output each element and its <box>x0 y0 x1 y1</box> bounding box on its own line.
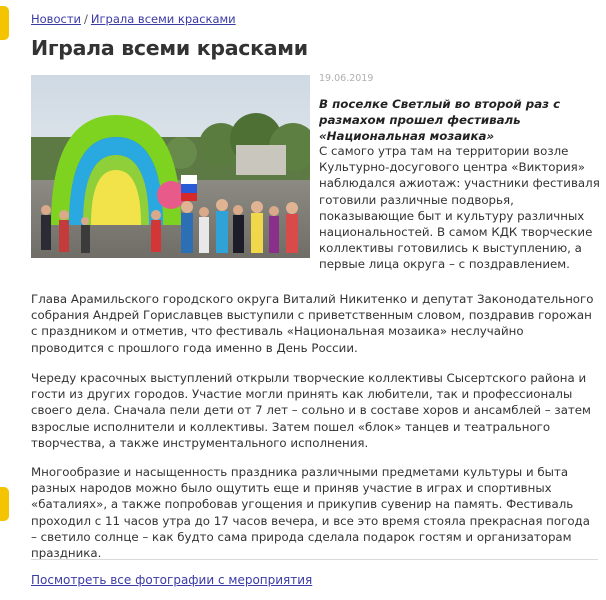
article-lead: В поселке Светлый во второй раз с размахом прошел фестиваль «Национальная мозаика» <box>319 97 561 143</box>
article-paragraph-3: Череду красочных выступлений открыли творческие коллективы Сысертского района и гости из других городов. Участие могли принять как любители, так и профессионалы своего дела. Сначала пели дети от 7 лет – сольно и в составе хоров и ансамблей – затем взрослые исполнители и коллективы. Затем пошел «блок» танцев и театрального творчества, а также инструментального исполнения. <box>31 371 591 450</box>
breadcrumb-news-link[interactable]: Новости <box>31 12 81 26</box>
article-date: 19.06.2019 <box>319 73 374 84</box>
festival-photo-image <box>31 75 310 258</box>
divider <box>31 559 598 560</box>
all-photos-link[interactable]: Посмотреть все фотографии с мероприятия <box>31 573 313 587</box>
breadcrumb <box>31 12 236 26</box>
breadcrumb-current-link[interactable]: Играла всеми красками <box>90 12 236 26</box>
page-title: Играла всеми красками <box>31 36 308 60</box>
article-photo[interactable] <box>31 75 310 258</box>
article-paragraph-4: Многообразие и насыщенность праздника различными предметами культуры и быта разных народов можно было ощутить еще и приняв участие в играх и спортивных «баталиях», а также попробовав угощения и прикупив сувенир на память. Фестиваль проходил с 11 часов утра до 17 часов вечера, и все это время стояла прекрасная погода – светило солнце – как будто сама природа сделала подарок гостям и организаторам праздника. <box>31 465 590 561</box>
article-paragraph-2: Глава Арамильского городского округа Виталий Никитенко и депутат Законодательного собрания Андрей Гориславцев выступили с приветственным словом, поздравив горожан с праздником и отметив, что фестиваль «Национальная мозаика» неслучайно проводится с прошлого года именно в День России. <box>31 292 594 355</box>
article-paragraph-1: С самого утра там на территории возле Культурно-досугового центра «Виктория» наблюдался ажиотаж: участники фестиваля готовили различные подворья, показывающие быт и культуру различных национальностей. В самом КДК творческие коллективы готовились к выступлению, а первые лица округа – с поздравлением. <box>319 144 600 272</box>
edge-tab-top[interactable] <box>0 6 9 40</box>
edge-tab-bottom[interactable] <box>0 487 9 521</box>
breadcrumb-separator: / <box>84 12 88 26</box>
